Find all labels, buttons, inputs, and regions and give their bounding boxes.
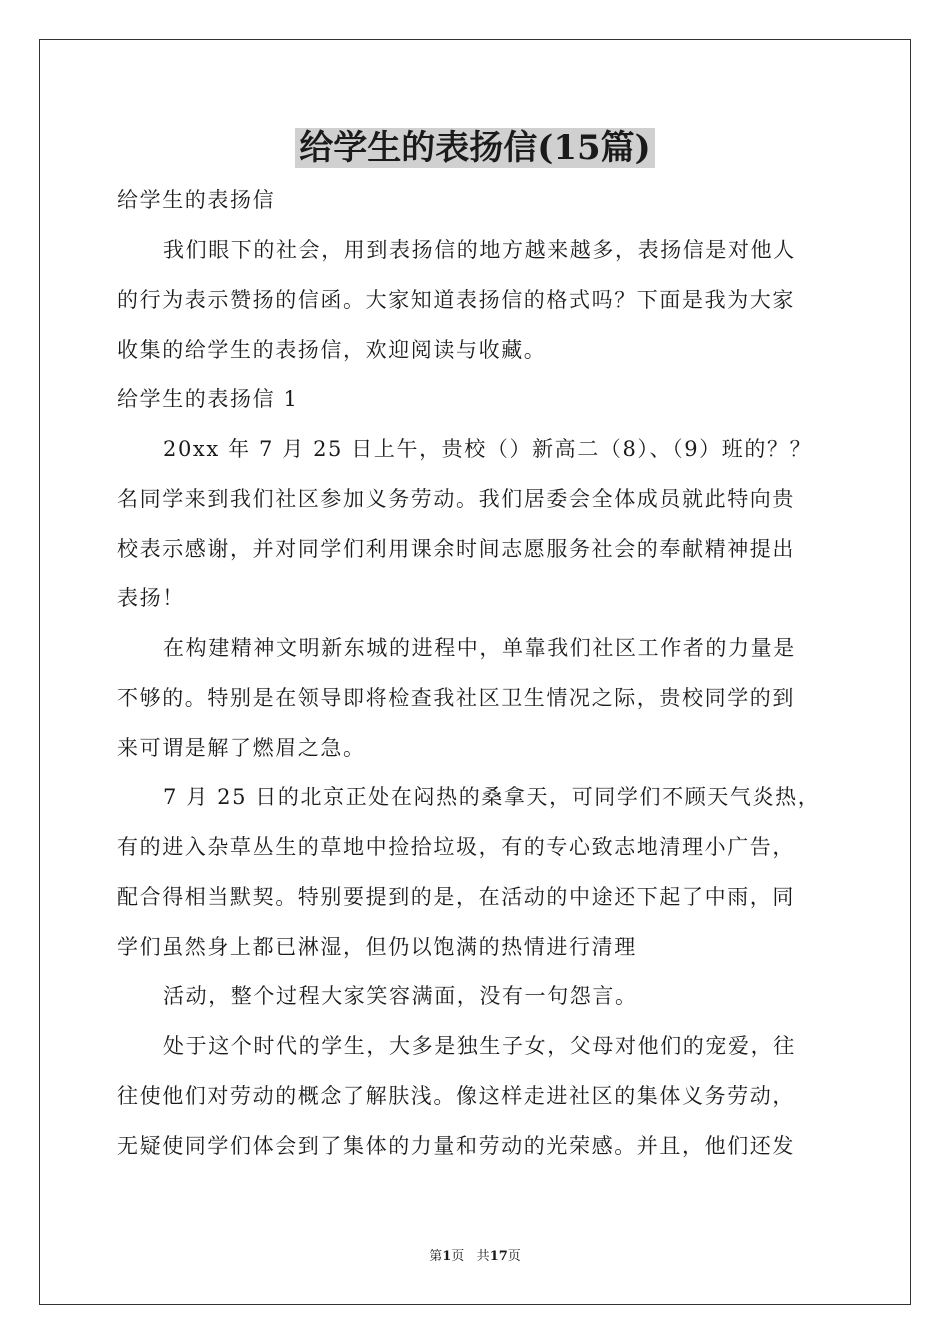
footer-page-prefix: 第: [429, 1249, 443, 1264]
page-footer: [0, 1248, 950, 1266]
document-title-wrap: [0, 128, 950, 168]
footer-page-number: 1: [442, 1249, 452, 1264]
paragraph-line: 有的进入杂草丛生的草地中捡拾垃圾，有的专心致志地清理小广告，: [117, 835, 795, 859]
paragraph-line: 7 月 25 日的北京正处在闷热的桑拿天，可同学们不顾天气炎热，: [163, 785, 821, 809]
paragraph-line: 在构建精神文明新东城的进程中，单靠我们社区工作者的力量是: [163, 636, 796, 660]
paragraph-line: 收集的给学生的表扬信，欢迎阅读与收藏。: [117, 338, 547, 362]
footer-total-pages: 17: [489, 1249, 508, 1264]
page-border: [39, 39, 911, 1305]
paragraph-line: 表扬！: [117, 586, 185, 610]
paragraph-line: 的行为表示赞扬的信函。大家知道表扬信的格式吗？下面是我为大家: [117, 288, 795, 312]
section-heading: 给学生的表扬信: [117, 188, 276, 212]
paragraph-line: 20xx 年 7 月 25 日上午，贵校（）新高二（8）、（9）班的？？: [163, 437, 813, 461]
paragraph-line: 校表示感谢，并对同学们利用课余时间志愿服务社会的奉献精神提出: [117, 537, 795, 561]
paragraph-line: 配合得相当默契。特别要提到的是，在活动的中途还下起了中雨，同: [117, 885, 795, 909]
paragraph-line: 往使他们对劳动的概念了解肤浅。像这样走进社区的集体义务劳动，: [117, 1084, 795, 1108]
paragraph-line: 来可谓是解了燃眉之急。: [117, 736, 366, 760]
paragraph-line: 不够的。特别是在领导即将检查我社区卫生情况之际，贵校同学的到: [117, 686, 795, 710]
paragraph-line: 名同学来到我们社区参加义务劳动。我们居委会全体成员就此特向贵: [117, 487, 795, 511]
paragraph-line: 无疑使同学们体会到了集体的力量和劳动的光荣感。并且，他们还发: [117, 1134, 795, 1158]
paragraph-line: 学们虽然身上都已淋湿，但仍以饱满的热情进行清理: [117, 935, 637, 959]
paragraph-line: 处于这个时代的学生，大多是独生子女，父母对他们的宠爱，往: [163, 1034, 796, 1058]
paragraph-line: 活动，整个过程大家笑容满面，没有一句怨言。: [163, 984, 638, 1008]
footer-total-suffix: 页: [507, 1249, 521, 1264]
document-title: 给学生的表扬信(15篇): [295, 128, 655, 168]
section-heading: 给学生的表扬信 1: [117, 387, 299, 411]
footer-total-prefix: 共: [476, 1249, 490, 1264]
paragraph-line: 我们眼下的社会，用到表扬信的地方越来越多，表扬信是对他人: [163, 238, 796, 262]
footer-page-suffix: 页: [451, 1249, 465, 1264]
